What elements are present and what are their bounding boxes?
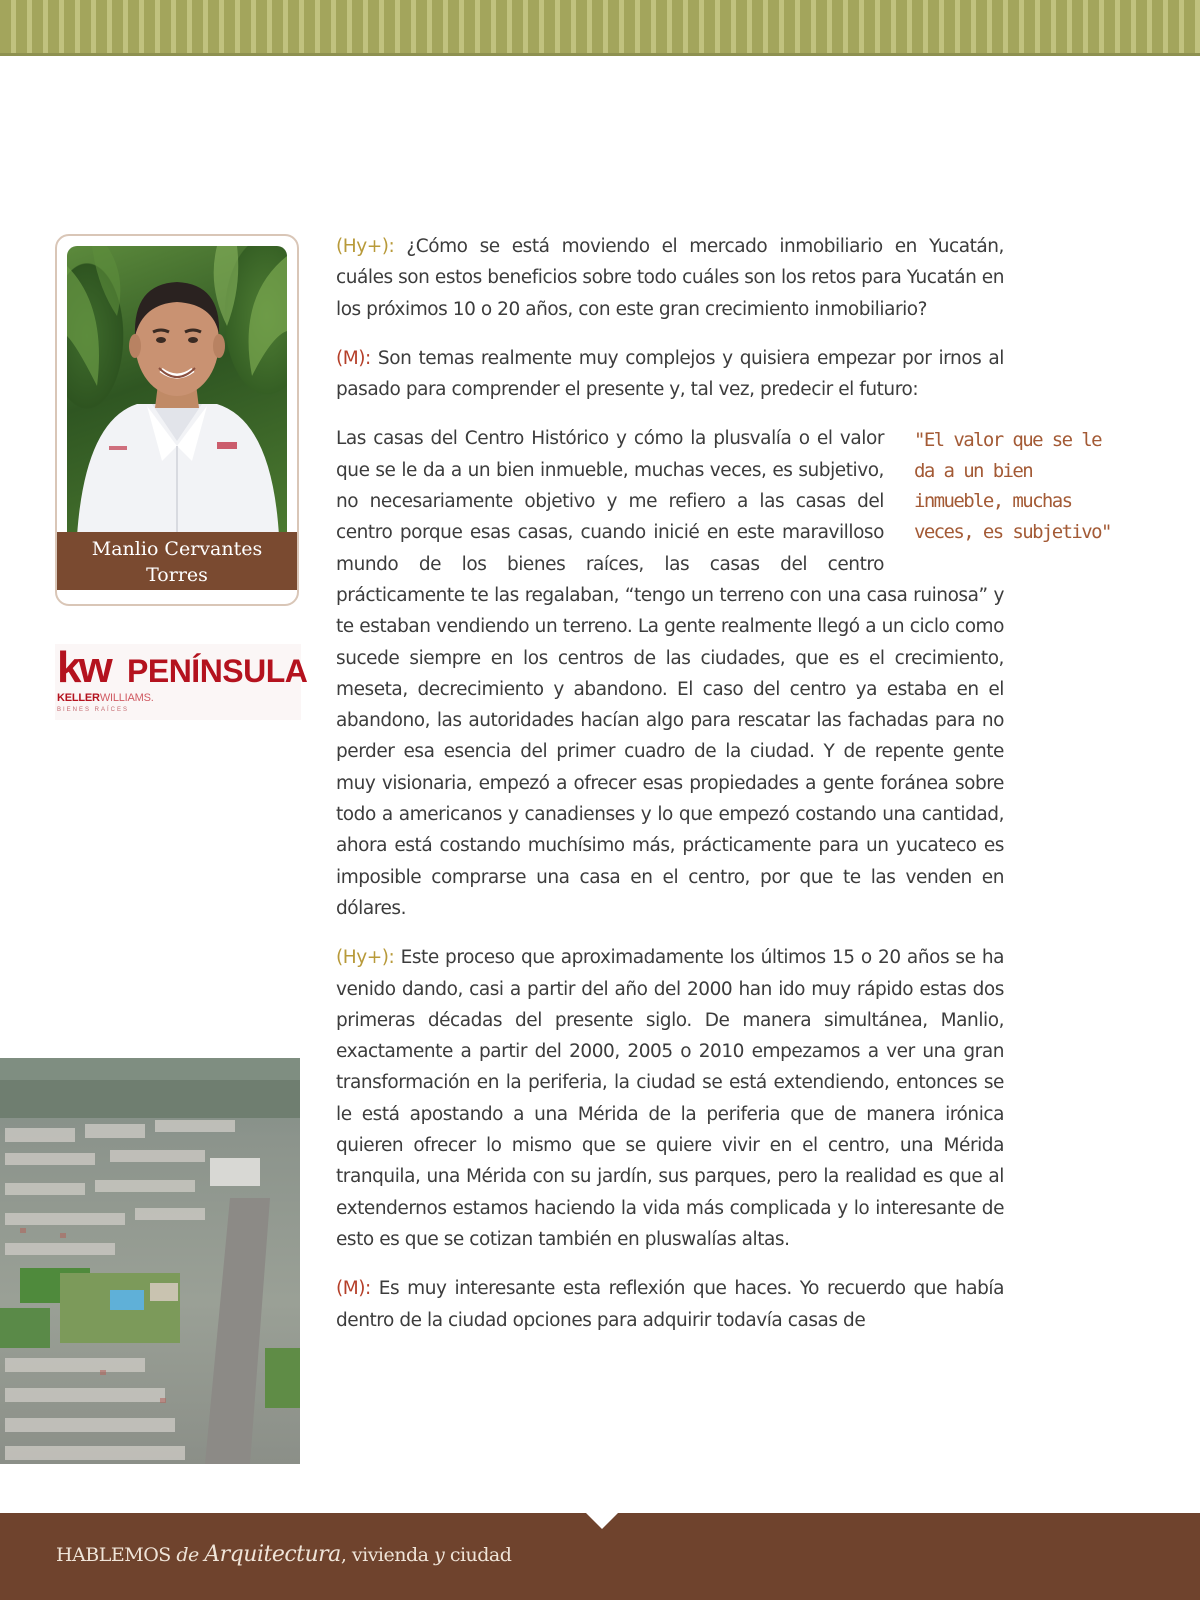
article-paragraph-1 <box>336 231 1004 325</box>
logo-tagline: BIENES RAÍCES <box>57 707 130 713</box>
kw-logo-mark: kw <box>57 643 110 692</box>
logo-keller-text: KELLER <box>57 692 100 704</box>
logo-williams-text: WILLIAMS. <box>99 692 154 704</box>
speaker-tag-m: (M): <box>336 1278 371 1300</box>
footer-title-y: y <box>434 1544 450 1566</box>
article-paragraph-2 <box>336 343 1004 406</box>
logo-brand-text: PENÍNSULA <box>127 653 308 689</box>
speaker-tag-hy: (Hy+): <box>336 947 395 969</box>
portrait-card <box>55 234 299 606</box>
pull-quote: "El valor que se le da a un bien inmueble, muchas veces, es subjetivo" <box>914 429 1111 543</box>
top-decorative-band <box>0 0 1200 56</box>
footer-title-ciudad: ciudad <box>449 1544 512 1566</box>
aerial-illustration <box>0 1058 300 1464</box>
name-plate <box>57 532 297 590</box>
article-paragraph-5 <box>336 1273 1004 1336</box>
article-paragraph-4 <box>336 942 1004 1255</box>
footer-title-vivienda: , vivienda <box>340 1544 435 1566</box>
name-line-1: Manlio Cervantes <box>91 538 263 560</box>
footer-notch <box>586 1513 618 1529</box>
footer-title-arquitectura: Arquitectura <box>204 1542 341 1567</box>
speaker-tag-hy: (Hy+): <box>336 236 395 257</box>
aerial-city-photo <box>0 1058 300 1464</box>
portrait-photo <box>67 246 287 536</box>
paragraph-text: Son temas realmente muy complejos y quisiera empezar por irnos al pasado para comprender el presente y, tal vez, predecir el futuro: <box>336 347 1004 401</box>
paragraph-text: ¿Cómo se está moviendo el mercado inmobiliario en Yucatán, cuáles son estos beneficios sobre todo cuáles son los retos para Yucatán en los próximos 10 o 20 años, con este gran crecimiento inmobiliario? <box>336 236 1005 320</box>
name-line-2: Torres <box>146 564 208 586</box>
speaker-tag-m: (M): <box>336 347 371 369</box>
paragraph-text: Este proceso que aproximadamente los últimos 15 o 20 años se ha venido dando, casi a partir del año del 2000 han ido muy rápido estas dos primeras décadas del presente siglo. De manera simultánea, Manlio, exactamente a partir del 2000, 2005 o 2010 empezamos a ver una gran transformación en la periferia, la ciudad se está extendiendo, entonces se le está apostando a una Mérida de la periferia que de manera irónica quieren ofrecer lo mismo que se quiere vivir en el centro, una Mérida tranquila, una Mérida con su jardín, sus parques, pero la realidad es que al extendernos estamos haciendo la vida más complicada y lo interesante de esto es que se cotizan también en pluswalías altas. <box>336 947 1004 1250</box>
article-paragraph-3 <box>336 423 1111 924</box>
footer-title-hablemos: HABLEMOS <box>56 1544 177 1566</box>
footer-title-de: de <box>176 1544 205 1566</box>
paragraph-text: Es muy interesante esta reflexión que haces. Yo recuerdo que había dentro de la ciudad opciones para adquirir todavía casas de <box>336 1278 1004 1331</box>
paragraph-text: Las casas del Centro Histórico y cómo la plusvalía o el valor que se le da a un bien inmueble, muchas veces, es subjetivo, no necesariamente objetivo y me refiero a las casas del centro porque esas casas, cuando inicié en este maravilloso mundo de los bienes raíces, las casas del centro prácticamente te las regalaban, “tengo un terreno con una casa ruinosa” y te estaban vendiendo un terreno. La gente realmente llegó a un ciclo como sucede siempre en los centros de las ciudades, que es el crecimiento, meseta, decrecimiento y abandono. El caso del centro ya estaba en el abandono, las autoridades hacían algo para rescatar las fachadas para no perder esa esencia del primer cuadro de la ciudad. Y de repente gente muy visionaria, empezó a ofrecer esas propiedades a gente foránea sobre todo a americanos y canadienses y lo que empezó costando una cantidad, ahora está costando muchísimo más, prácticamente para un yucateco es imposible comprarse una casa en el centro, por que te las venden en dólares. <box>336 428 1004 919</box>
portrait-illustration <box>67 246 287 536</box>
article-body <box>336 231 1111 1354</box>
kw-peninsula-logo <box>55 643 308 720</box>
footer-publication-title <box>56 1542 511 1567</box>
logo-keller-williams <box>57 692 154 704</box>
